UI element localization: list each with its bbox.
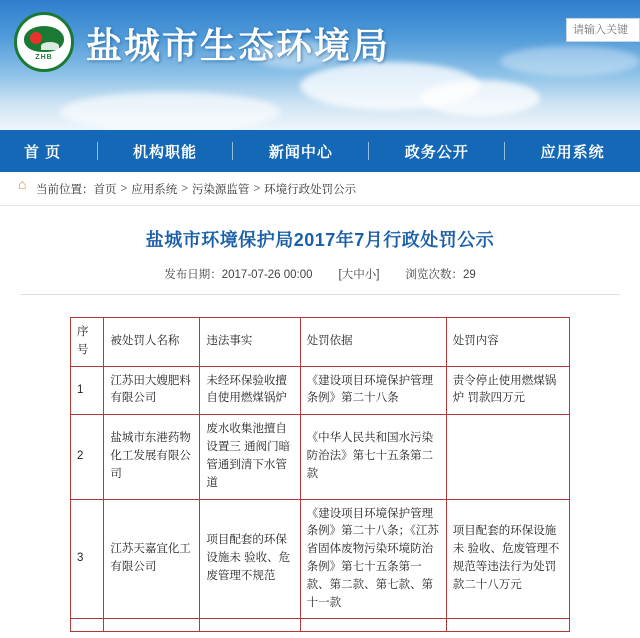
cell-fact: 未经环保验收擅自使用燃煤锅炉	[200, 366, 300, 415]
table-header-fact: 违法事实	[200, 318, 300, 367]
cell-no: 2	[71, 415, 104, 499]
cell-basis: 《中华人民共和国水污染防治法》第七十五条第二款	[300, 415, 446, 499]
main-navigation	[0, 130, 640, 172]
publish-date-value: 2017-07-26 00:00	[221, 269, 313, 281]
cell-basis: 《建设项目环境保护管理条例》第二十八条	[300, 366, 446, 415]
publish-date	[164, 266, 312, 282]
penalty-table	[70, 317, 570, 632]
font-size-large[interactable]: 大	[341, 269, 354, 281]
breadcrumb-prefix: 当前位置：	[36, 183, 94, 196]
search-input[interactable]	[571, 23, 635, 37]
article-meta	[20, 266, 620, 295]
nav-applications[interactable]: 应用系统	[540, 143, 605, 161]
cell-fact: 废水收集池擅自设置三 通阀门暗管通到清下水管道	[200, 415, 300, 499]
cell-no: 3	[71, 499, 104, 619]
table-header-no: 序号	[71, 318, 104, 367]
breadcrumb-separator: >	[181, 182, 188, 195]
font-size-bracket-close: ]	[376, 269, 380, 281]
breadcrumb-item-home[interactable]: 首页	[93, 183, 117, 196]
view-count	[405, 266, 475, 282]
nav-home[interactable]: 首 页	[24, 143, 62, 161]
font-size-medium[interactable]: 中	[353, 269, 365, 281]
cell-content	[446, 415, 569, 499]
cloud-decoration	[500, 46, 640, 76]
cell-name: 江苏天嘉宜化工有限公司	[104, 499, 200, 619]
nav-divider	[97, 142, 98, 160]
nav-divider	[504, 142, 505, 160]
table-row	[71, 366, 570, 415]
search-box[interactable]	[566, 18, 640, 42]
nav-news[interactable]: 新闻中心	[268, 143, 333, 161]
cell-name: 江苏田大嫂肥料有限公司	[104, 366, 200, 415]
breadcrumb-separator: >	[120, 182, 128, 195]
breadcrumb-item-pollution-supervision[interactable]: 污染源监管	[191, 183, 250, 196]
breadcrumb-item-applications[interactable]: 应用系统	[131, 183, 178, 196]
font-size-bracket-open: [	[338, 269, 342, 281]
cell-name: 盐城市东港药物化工发展有限公司	[104, 415, 200, 499]
site-banner	[0, 0, 640, 130]
article-content	[0, 206, 640, 632]
nav-functions[interactable]: 机构职能	[133, 143, 198, 161]
cell-no: 1	[71, 366, 104, 415]
table-header-name: 被处罚人名称	[104, 318, 200, 367]
cloud-decoration	[420, 80, 540, 116]
table-row	[71, 619, 570, 632]
logo-emblem-icon	[24, 26, 64, 52]
logo-text: ZHB	[35, 53, 53, 61]
breadcrumb-separator: >	[253, 182, 261, 195]
cell-basis	[300, 619, 446, 632]
cell-content: 项目配套的环保设施未 验收、危废管理不规范等违法行为处罚款二十八万元	[446, 499, 569, 619]
cell-content: 责令停止使用燃煤锅炉 罚款四万元	[446, 366, 569, 415]
cell-no	[71, 619, 104, 632]
cell-fact: 项目配套的环保设施未 验收、危废管理不规范	[200, 499, 300, 619]
cell-basis: 《建设项目环境保护管理条例》第二十八条；《江苏省固体废物污染环境防治条例》第七十五条第一款、第二款、第七款、第十一款	[300, 499, 446, 619]
font-size-small[interactable]: 小	[364, 269, 377, 281]
nav-divider	[232, 142, 233, 160]
nav-divider	[368, 142, 369, 160]
table-row	[71, 415, 570, 499]
table-row	[71, 499, 570, 619]
breadcrumb-item-penalty-disclosure[interactable]: 环境行政处罚公示	[264, 183, 357, 196]
breadcrumb	[0, 172, 640, 206]
cloud-decoration	[60, 92, 280, 130]
page-title: 盐城市环境保护局2017年7月行政处罚公示	[145, 230, 495, 250]
table-header-content: 处罚内容	[446, 318, 569, 367]
table-header-row	[71, 318, 570, 367]
cell-content	[446, 619, 569, 632]
site-logo	[14, 12, 74, 72]
table-header-basis: 处罚依据	[300, 318, 446, 367]
cell-fact	[200, 619, 300, 632]
cell-name	[104, 619, 200, 632]
home-icon[interactable]	[18, 183, 30, 194]
publish-date-label: 发布日期：	[164, 269, 222, 281]
view-count-label: 浏览次数：	[405, 269, 463, 281]
font-size-control	[339, 266, 380, 282]
nav-open-government[interactable]: 政务公开	[404, 143, 469, 161]
site-title: 盐城市生态环境局	[86, 26, 391, 67]
view-count-value: 29	[462, 269, 476, 281]
